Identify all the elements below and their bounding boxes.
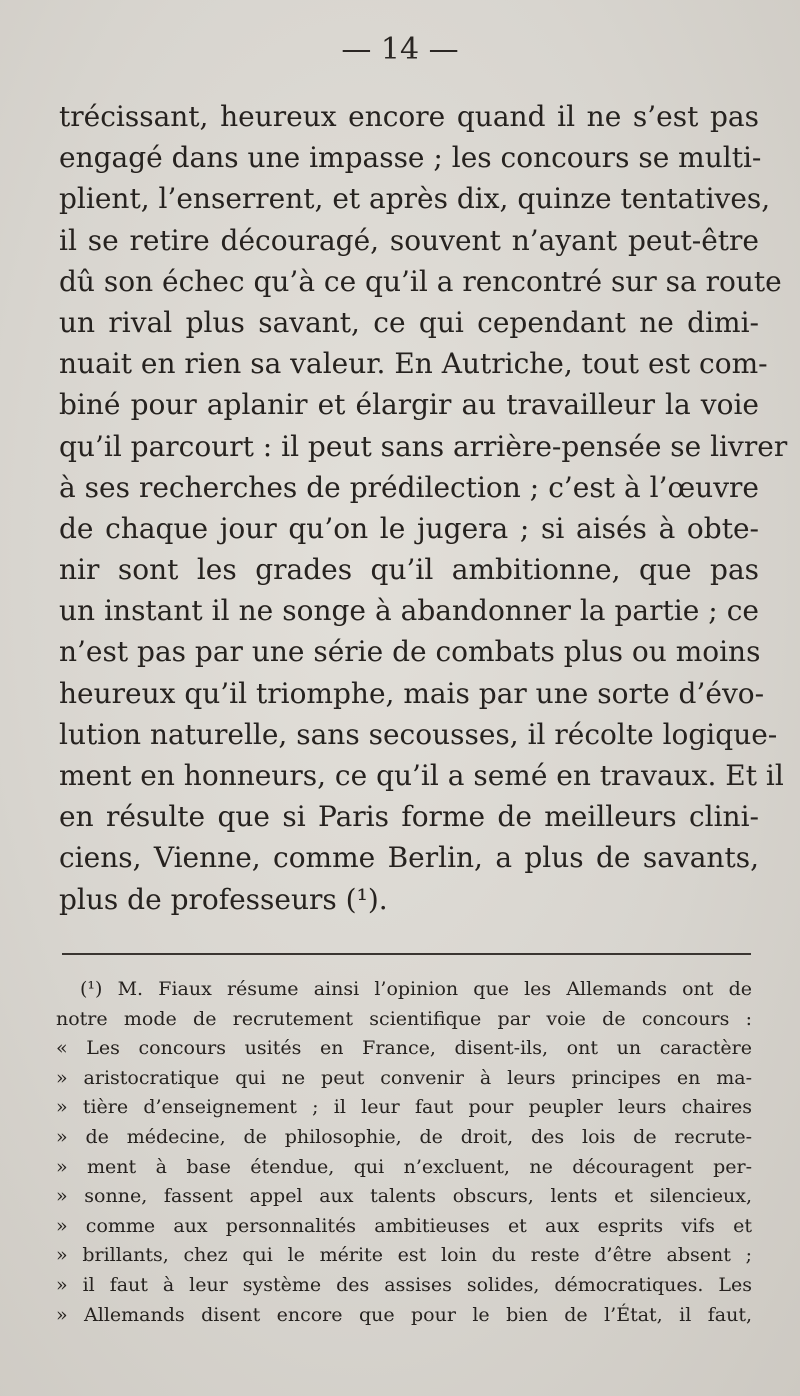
footnote-line: » comme aux personnalités ambitieuses et aux esprits vifs et xyxy=(56,1214,752,1237)
body-line: nir sont les grades qu’il ambitionne, que pas xyxy=(59,553,759,587)
body-line: qu’il parcourt : il peut sans arrière-pensée se livrer xyxy=(59,429,788,463)
body-line: trécissant, heureux encore quand il ne s’est pas xyxy=(59,100,759,133)
body-line: il se retire découragé, souvent n’ayant peut-être xyxy=(59,223,759,257)
body-line: heureux qu’il triomphe, mais par une sorte d’évo- xyxy=(59,676,765,710)
body-text xyxy=(59,96,788,920)
body-line: un instant il ne songe à abandonner la partie ; ce xyxy=(59,594,759,628)
body-line: dû son échec qu’à ce qu’il a rencontré sur sa route xyxy=(59,264,782,298)
footnote-line: « Les concours usités en France, disent-ils, ont un caractère xyxy=(56,1037,752,1060)
body-line: de chaque jour qu’on le jugera ; si aisés à obte- xyxy=(59,511,759,545)
body-line: plient, l’enserrent, et après dix, quinze tentatives, xyxy=(59,182,771,216)
footnote-line: (¹) M. Fiaux résume ainsi l’opinion que les Allemands ont de xyxy=(80,978,752,1000)
footnote-line: notre mode de recrutement scientifique par voie de concours : xyxy=(56,1007,752,1030)
footnote-line: » tière d’enseignement ; il leur faut pour peupler leurs chaires xyxy=(56,1096,752,1119)
body-line: à ses recherches de prédilection ; c’est à l’œuvre xyxy=(59,470,759,504)
footnote-line: » il faut à leur système des assises solides, démocratiques. Les xyxy=(56,1273,752,1296)
body-line: biné pour aplanir et élargir au travailleur la voie xyxy=(59,388,759,422)
body-line: ment en honneurs, ce qu’il a semé en travaux. Et il xyxy=(59,759,784,792)
footnote-line: » Allemands disent encore que pour le bien de l’État, il faut, xyxy=(56,1303,752,1326)
page-number: — 14 — xyxy=(341,32,459,67)
body-line: engagé dans une impasse ; les concours se multi- xyxy=(59,141,762,175)
body-line: en résulte que si Paris forme de meilleurs clini- xyxy=(59,800,759,834)
body-line: lution naturelle, sans secousses, il récolte logique- xyxy=(59,717,778,751)
body-line: ciens, Vienne, comme Berlin, a plus de savants, xyxy=(59,841,759,875)
footnote-line: » aristocratique qui ne peut convenir à leurs principes en ma- xyxy=(56,1066,752,1089)
footnote-line: » de médecine, de philosophie, de droit, des lois de recrute- xyxy=(56,1125,752,1148)
body-line: nuait en rien sa valeur. En Autriche, tout est com- xyxy=(59,347,768,381)
footnote-separator-rule xyxy=(62,953,751,955)
body-line: n’est pas par une série de combats plus ou moins xyxy=(59,635,761,669)
footnote-line: » brillants, chez qui le mérite est loin du reste d’être absent ; xyxy=(56,1244,752,1267)
body-line: un rival plus savant, ce qui cependant ne dimi- xyxy=(59,305,759,339)
footnote-line: » ment à base étendue, qui n’excluent, ne découragent per- xyxy=(56,1155,752,1178)
footnote-line: » sonne, fassent appel aux talents obscurs, lents et silencieux, xyxy=(56,1185,752,1208)
footnote xyxy=(56,975,752,1330)
body-line-last: plus de professeurs (¹). xyxy=(59,882,388,916)
